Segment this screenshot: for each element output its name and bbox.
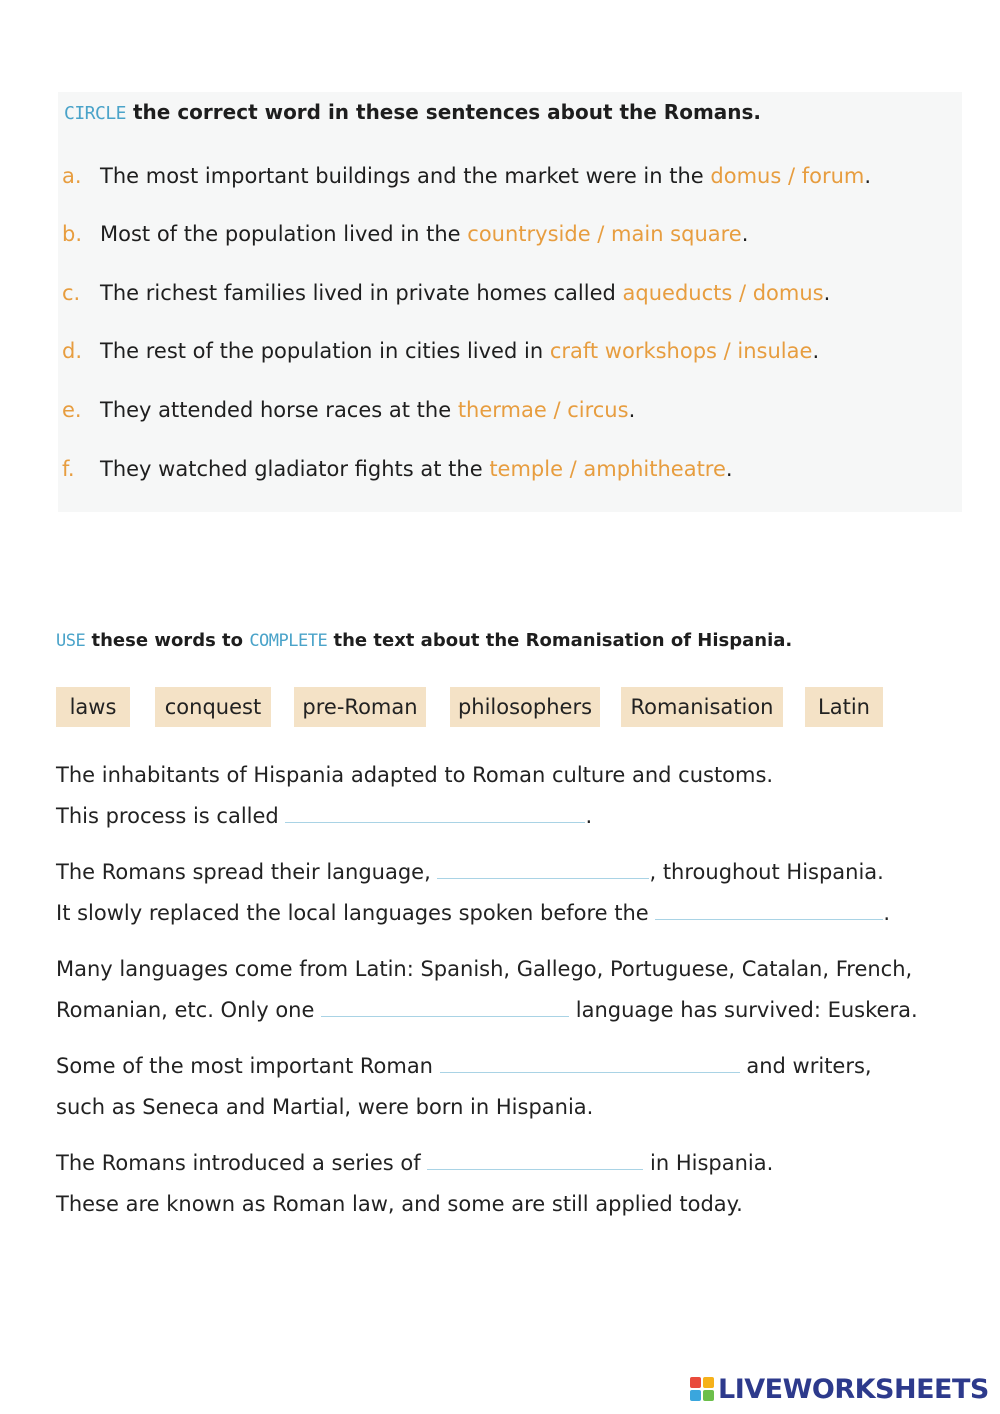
sentence-text: The richest families lived in private homes called — [100, 281, 623, 305]
exercise2-title-text: the text about the Romanisation of Hispania. — [333, 630, 793, 651]
text-line — [56, 804, 592, 828]
line-text: Some of the most important Roman — [56, 1054, 433, 1078]
text-line — [56, 901, 890, 925]
line-text: . — [585, 804, 593, 828]
line-text: language has survived: Euskera. — [575, 998, 918, 1022]
sentence-options[interactable]: domus / forum — [710, 164, 865, 188]
exercise2-title-mid: these words to — [91, 630, 244, 651]
sentence-text: The most important buildings and the market were in the — [100, 164, 711, 188]
sentence-letter: a. — [62, 164, 82, 188]
sentence-options[interactable]: thermae / circus — [457, 398, 629, 422]
line-text: The Romans introduced a series of — [56, 1151, 421, 1175]
word-chip-latin[interactable]: Latin — [805, 687, 883, 727]
sentence-options[interactable]: aqueducts / domus — [622, 281, 824, 305]
line-text: and writers, — [746, 1054, 872, 1078]
answer-blank-2[interactable] — [437, 860, 649, 879]
text-line — [56, 860, 884, 884]
line-text: such as Seneca and Martial, were born in Hispania. — [56, 1095, 594, 1119]
text-line — [56, 1054, 872, 1078]
sentence-a — [62, 164, 871, 188]
line-text: The Romans spread their language, — [56, 860, 431, 884]
text-line — [56, 763, 773, 787]
text-line — [56, 998, 918, 1022]
sentence-options[interactable]: craft workshops / insulae — [549, 339, 813, 363]
sentence-d — [62, 339, 819, 363]
text-line — [56, 1151, 773, 1175]
answer-blank-4[interactable] — [321, 998, 569, 1017]
complete-keyword: COMPLETE — [249, 631, 328, 651]
sentence-letter: c. — [62, 281, 81, 305]
sentence-letter: b. — [62, 222, 83, 246]
sentence-end: . — [864, 164, 872, 188]
sentence-text: They attended horse races at the — [100, 398, 458, 422]
answer-blank-3[interactable] — [655, 901, 883, 920]
sentence-e — [62, 398, 635, 422]
word-chip-laws[interactable]: laws — [56, 687, 130, 727]
answer-blank-1[interactable] — [285, 804, 585, 823]
word-chip-pre-roman[interactable]: pre-Roman — [294, 687, 426, 727]
sentence-letter: d. — [62, 339, 83, 363]
sentence-text: Most of the population lived in the — [100, 222, 468, 246]
sentence-b — [62, 222, 748, 246]
use-keyword: USE — [56, 631, 86, 651]
word-chip-conquest[interactable]: conquest — [155, 687, 271, 727]
circle-keyword: CIRCLE — [64, 103, 127, 124]
line-text: It slowly replaced the local languages spoken before the — [56, 901, 649, 925]
line-text: in Hispania. — [650, 1151, 774, 1175]
logo-grid-icon — [690, 1377, 714, 1401]
sentence-end: . — [741, 222, 749, 246]
sentence-end: . — [823, 281, 831, 305]
line-text: Many languages come from Latin: Spanish, Gallego, Portuguese, Catalan, French, — [56, 957, 913, 981]
line-text: The inhabitants of Hispania adapted to Roman culture and customs. — [56, 763, 774, 787]
sentence-c — [62, 281, 830, 305]
sentence-end: . — [628, 398, 636, 422]
text-line — [56, 957, 912, 981]
sentence-text: They watched gladiator fights at the — [100, 457, 490, 481]
sentence-end: . — [725, 457, 733, 481]
sentence-letter: f. — [62, 457, 75, 481]
sentence-options[interactable]: temple / amphitheatre — [489, 457, 726, 481]
text-line — [56, 1095, 593, 1119]
line-text: Romanian, etc. Only one — [56, 998, 315, 1022]
sentence-options[interactable]: countryside / main square — [467, 222, 742, 246]
exercise2-title — [56, 630, 792, 651]
sentence-end: . — [812, 339, 820, 363]
line-text: These are known as Roman law, and some are still applied today. — [56, 1192, 743, 1216]
exercise1-title-text: the correct word in these sentences about the Romans. — [133, 100, 762, 124]
sentence-text: The rest of the population in cities lived in — [100, 339, 550, 363]
sentence-letter: e. — [62, 398, 82, 422]
exercise1-title — [64, 100, 761, 124]
logo-text: LIVEWORKSHEETS — [718, 1373, 989, 1405]
word-chip-romanisation[interactable]: Romanisation — [621, 687, 783, 727]
line-text: , throughout Hispania. — [649, 860, 884, 884]
text-line — [56, 1192, 743, 1216]
answer-blank-6[interactable] — [427, 1151, 643, 1170]
word-chip-philosophers[interactable]: philosophers — [450, 687, 600, 727]
answer-blank-5[interactable] — [440, 1054, 740, 1073]
liveworksheets-logo — [690, 1374, 989, 1404]
sentence-f — [62, 457, 733, 481]
line-text: This process is called — [56, 804, 279, 828]
line-text: . — [883, 901, 891, 925]
